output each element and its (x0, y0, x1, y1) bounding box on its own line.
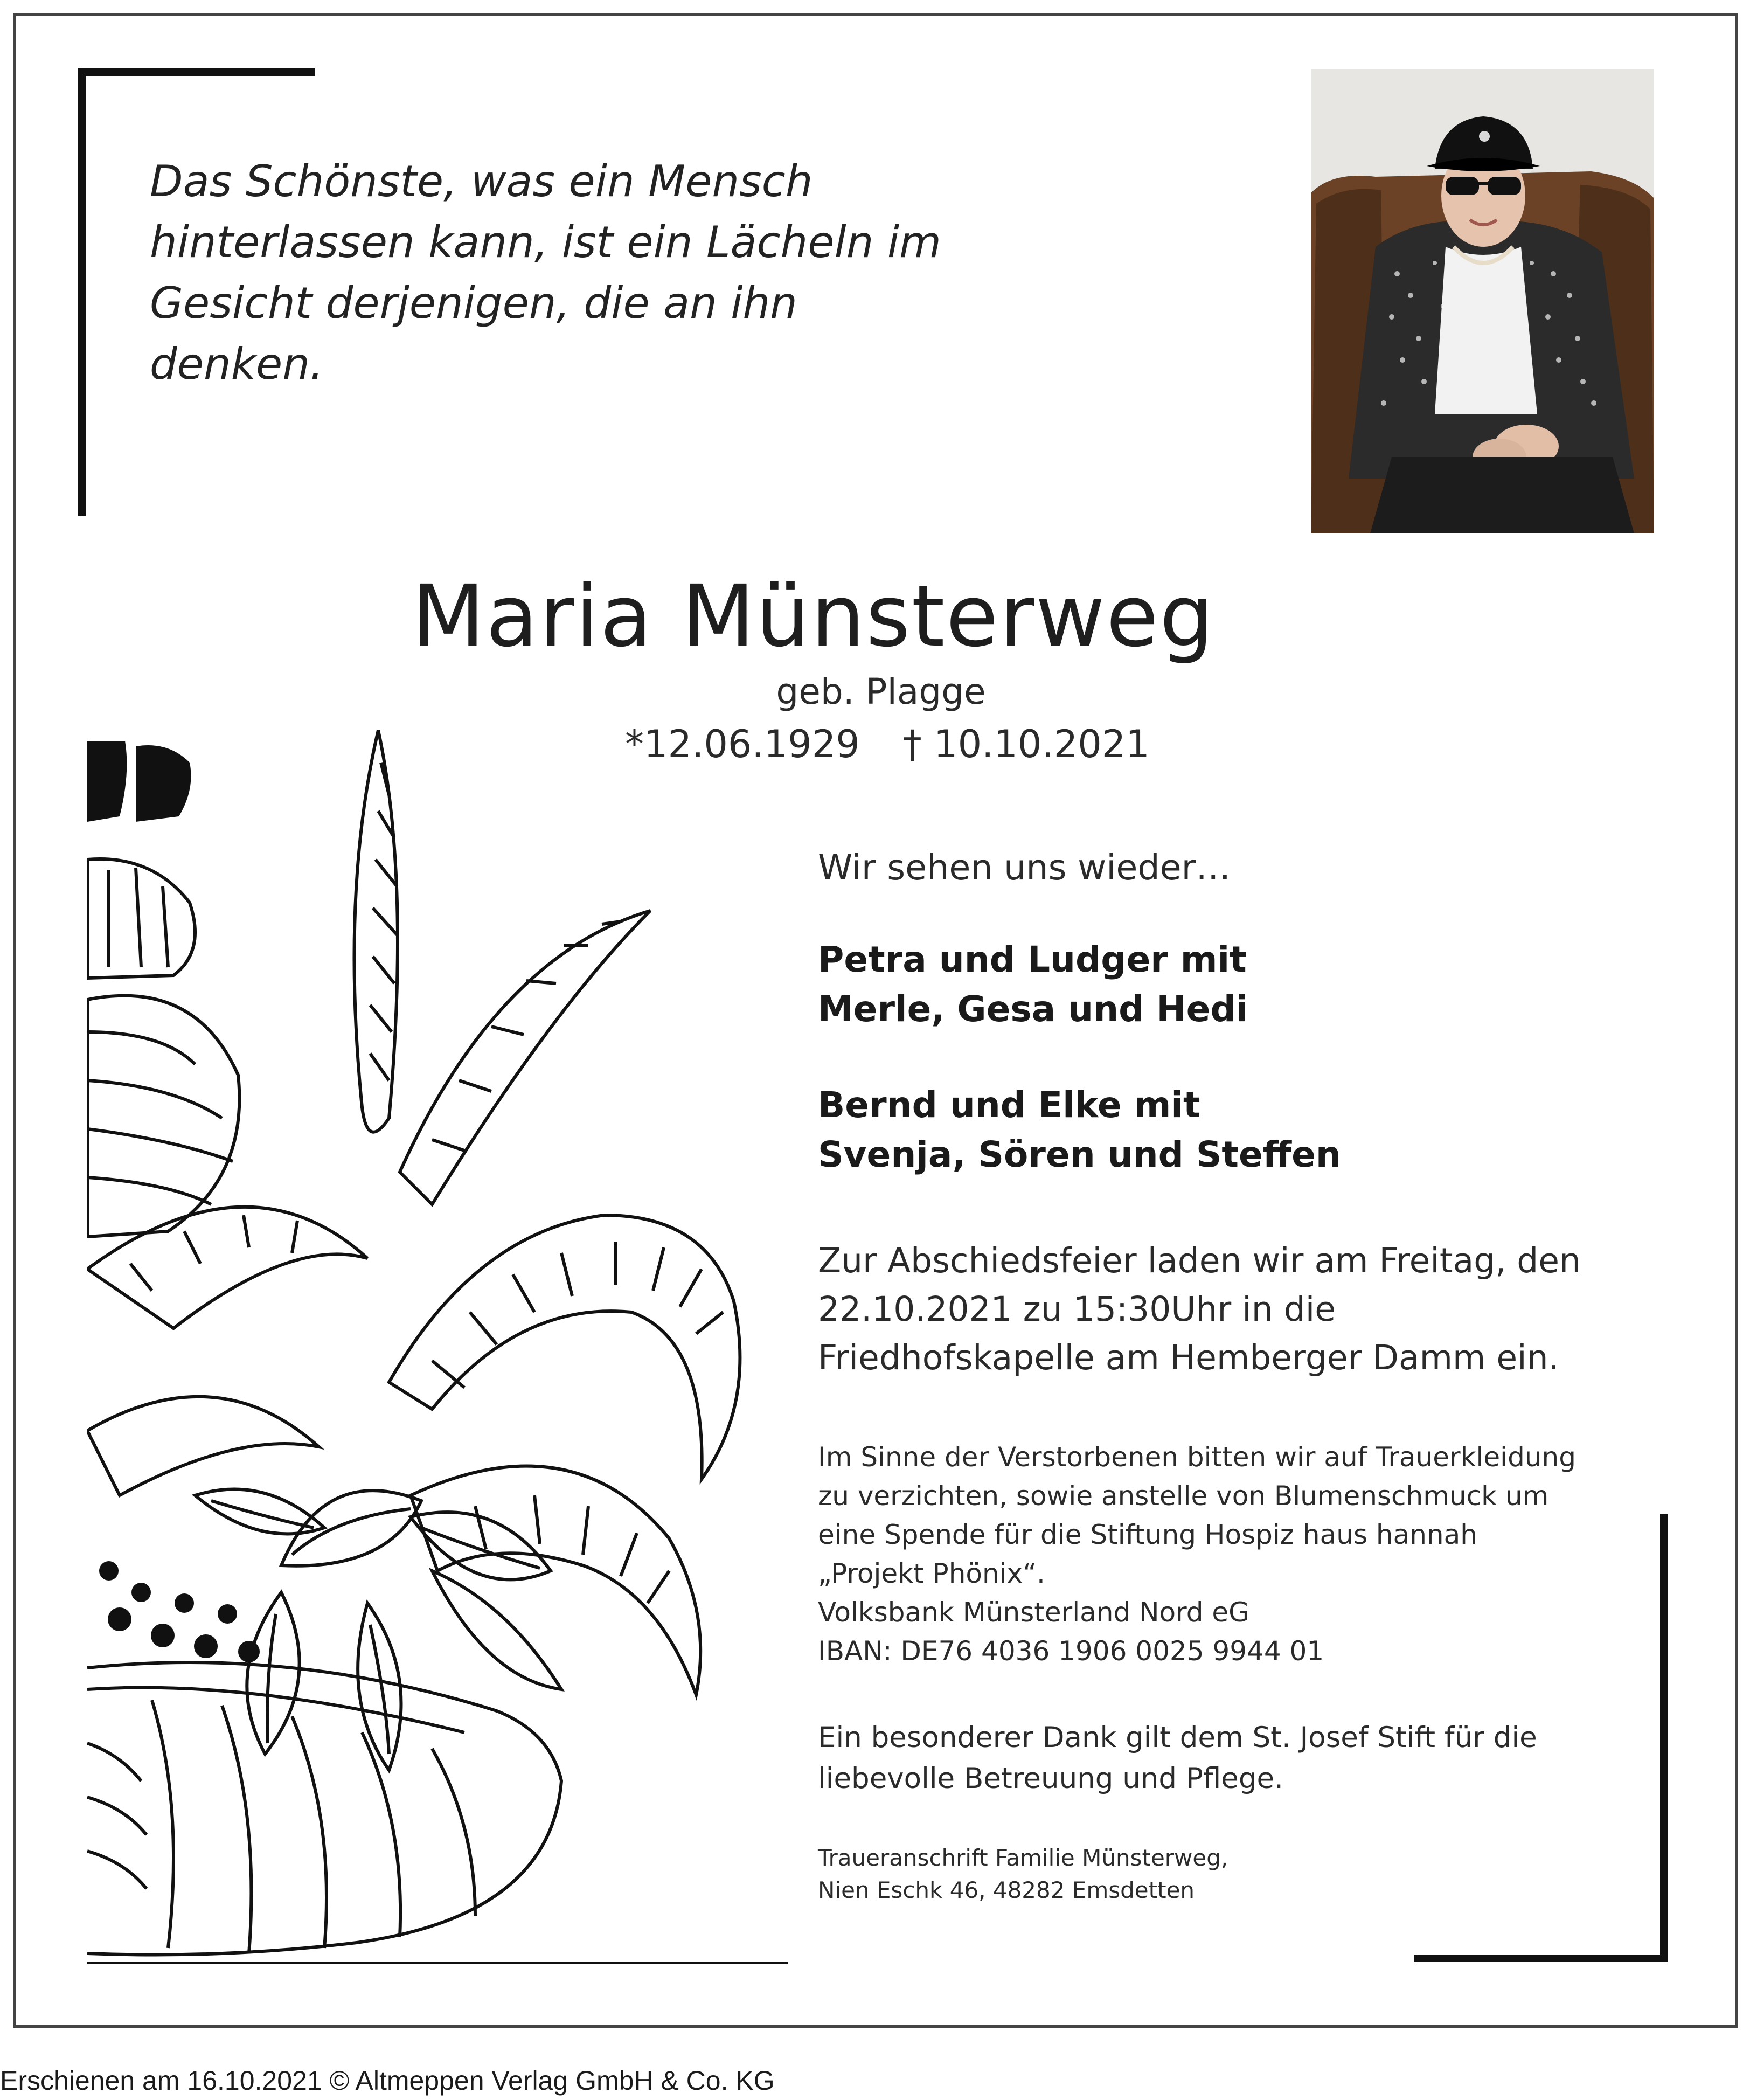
mourning-address (818, 1842, 1658, 1907)
invitation-line: Zur Abschiedsfeier laden wir am Freitag, den (818, 1241, 1581, 1280)
iban: IBAN: DE76 4036 1906 0025 9944 01 (818, 1635, 1324, 1667)
intro-line: Wir sehen uns wieder… (818, 848, 1231, 888)
mourner-line: Merle, Gesa und Hedi (818, 988, 1248, 1030)
quote-line: denken. (150, 339, 324, 389)
thanks-line: Ein besonderer Dank gilt dem St. Josef Stift für die (818, 1721, 1537, 1754)
floral-illustration (87, 730, 788, 1964)
mourner-line: Bernd und Elke mit (818, 1084, 1200, 1126)
request-line: „Projekt Phönix“. (818, 1558, 1045, 1589)
corner-bracket-top-left (78, 68, 315, 76)
deceased-name (0, 567, 1750, 666)
address-line: Nien Eschk 46, 48282 Emsdetten (818, 1877, 1195, 1903)
quote-line: Das Schönste, was ein Mensch (150, 156, 813, 206)
quote-line: hinterlassen kann, ist ein Lächeln im (150, 217, 941, 267)
donation-request (818, 1438, 1658, 1671)
plant-pot-drawing (87, 730, 788, 1964)
request-line: eine Spende für die Stiftung Hospiz haus hannah (818, 1519, 1477, 1550)
memorial-quote (150, 151, 1012, 394)
corner-bracket-bottom-right (1414, 1955, 1668, 1962)
corner-bracket-top-left-vertical (78, 68, 86, 516)
death-date: † 10.10.2021 (902, 722, 1150, 766)
bank-name: Volksbank Münsterland Nord eG (818, 1597, 1249, 1628)
birth-name: geb. Plagge (776, 671, 986, 712)
quote-line: Gesicht derjenigen, die an ihn (150, 278, 797, 328)
request-line: zu verzichten, sowie anstelle von Blumenschmuck um (818, 1480, 1549, 1512)
request-line: Im Sinne der Verstorbenen bitten wir auf Trauerkleidung (818, 1441, 1576, 1473)
mourner-line: Petra und Ludger mit (818, 939, 1247, 980)
mourner-line: Svenja, Sören und Steffen (818, 1134, 1341, 1175)
funeral-invitation (818, 1237, 1658, 1382)
corner-bracket-bottom-right-vertical (1660, 1514, 1668, 1962)
publication-footer: Erschienen am 16.10.2021 © Altmeppen Verlag GmbH & Co. KG (0, 2066, 775, 2096)
portrait-illustration (1311, 69, 1654, 533)
mourner-family-2 (818, 1080, 1658, 1180)
invitation-line: Friedhofskapelle am Hemberger Damm ein. (818, 1338, 1559, 1377)
thanks-note (818, 1717, 1658, 1799)
thanks-line: liebevolle Betreuung und Pflege. (818, 1762, 1283, 1795)
portrait-photo (1311, 69, 1654, 533)
birth-date: *12.06.1929 (625, 722, 860, 766)
invitation-line: 22.10.2021 zu 15:30Uhr in die (818, 1290, 1336, 1329)
address-line: Traueranschrift Familie Münsterweg, (818, 1845, 1228, 1871)
mourner-family-1 (818, 935, 1658, 1034)
deceased-name-text: Maria Münsterweg (411, 567, 1215, 666)
